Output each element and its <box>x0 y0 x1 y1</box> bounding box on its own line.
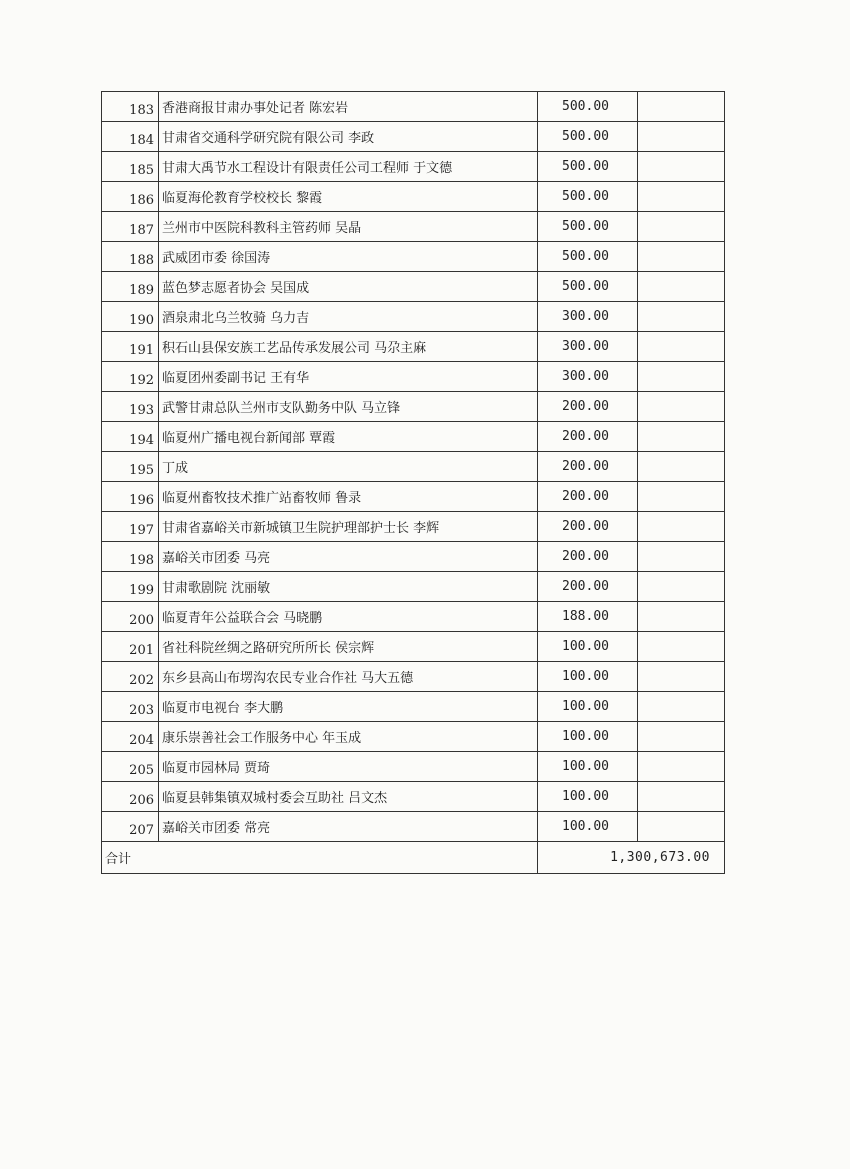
donor-name: 嘉峪关市团委 马亮 <box>159 542 538 572</box>
donation-amount: 300.00 <box>538 332 638 362</box>
donor-name: 临夏团州委副书记 王有华 <box>159 362 538 392</box>
note-cell <box>638 752 725 782</box>
donation-table <box>101 91 725 874</box>
donor-name: 武威团市委 徐国涛 <box>159 242 538 272</box>
row-number: 191 <box>102 332 159 362</box>
donor-name: 临夏海伦教育学校校长 黎霞 <box>159 182 538 212</box>
donation-amount: 100.00 <box>538 812 638 842</box>
table-row <box>102 182 725 212</box>
donation-amount: 500.00 <box>538 92 638 122</box>
row-number: 200 <box>102 602 159 632</box>
row-number: 206 <box>102 782 159 812</box>
donation-amount: 100.00 <box>538 752 638 782</box>
donation-amount: 500.00 <box>538 212 638 242</box>
table-body <box>102 92 725 842</box>
table-row <box>102 662 725 692</box>
table-row <box>102 602 725 632</box>
row-number: 187 <box>102 212 159 242</box>
note-cell <box>638 662 725 692</box>
donor-name: 临夏州畜牧技术推广站畜牧师 鲁录 <box>159 482 538 512</box>
donor-name: 甘肃省嘉峪关市新城镇卫生院护理部护士长 李辉 <box>159 512 538 542</box>
row-number: 183 <box>102 92 159 122</box>
donation-amount: 100.00 <box>538 692 638 722</box>
table-row <box>102 752 725 782</box>
donor-name: 康乐崇善社会工作服务中心 年玉成 <box>159 722 538 752</box>
donor-name: 临夏市园林局 贾琦 <box>159 752 538 782</box>
note-cell <box>638 92 725 122</box>
row-number: 197 <box>102 512 159 542</box>
note-cell <box>638 452 725 482</box>
donation-amount: 188.00 <box>538 602 638 632</box>
row-number: 193 <box>102 392 159 422</box>
row-number: 202 <box>102 662 159 692</box>
note-cell <box>638 572 725 602</box>
donation-amount: 200.00 <box>538 482 638 512</box>
note-cell <box>638 362 725 392</box>
table-row <box>102 542 725 572</box>
table-row <box>102 362 725 392</box>
donation-amount: 200.00 <box>538 572 638 602</box>
note-cell <box>638 782 725 812</box>
note-cell <box>638 692 725 722</box>
donation-amount: 200.00 <box>538 512 638 542</box>
table-row <box>102 272 725 302</box>
donor-name: 香港商报甘肃办事处记者 陈宏岩 <box>159 92 538 122</box>
table-row <box>102 482 725 512</box>
note-cell <box>638 332 725 362</box>
note-cell <box>638 512 725 542</box>
note-cell <box>638 302 725 332</box>
row-number: 186 <box>102 182 159 212</box>
donor-name: 嘉峪关市团委 常亮 <box>159 812 538 842</box>
donor-name: 积石山县保安族工艺品传承发展公司 马尕主麻 <box>159 332 538 362</box>
table-row <box>102 242 725 272</box>
table-row <box>102 722 725 752</box>
donor-name: 甘肃歌剧院 沈丽敏 <box>159 572 538 602</box>
note-cell <box>638 542 725 572</box>
total-amount: 1,300,673.00 <box>538 842 725 874</box>
table-row <box>102 302 725 332</box>
donation-amount: 100.00 <box>538 662 638 692</box>
donation-amount: 200.00 <box>538 422 638 452</box>
row-number: 196 <box>102 482 159 512</box>
table-row <box>102 782 725 812</box>
table-row <box>102 212 725 242</box>
donation-amount: 100.00 <box>538 722 638 752</box>
note-cell <box>638 122 725 152</box>
donor-name: 兰州市中医院科教科主管药师 吴晶 <box>159 212 538 242</box>
donation-amount: 200.00 <box>538 452 638 482</box>
note-cell <box>638 632 725 662</box>
note-cell <box>638 722 725 752</box>
row-number: 198 <box>102 542 159 572</box>
row-number: 192 <box>102 362 159 392</box>
table-row <box>102 692 725 722</box>
note-cell <box>638 422 725 452</box>
donation-amount: 300.00 <box>538 362 638 392</box>
table-row <box>102 92 725 122</box>
table-row <box>102 152 725 182</box>
row-number: 201 <box>102 632 159 662</box>
row-number: 185 <box>102 152 159 182</box>
donor-name: 酒泉肃北乌兰牧骑 乌力吉 <box>159 302 538 332</box>
note-cell <box>638 152 725 182</box>
table-row <box>102 332 725 362</box>
donor-name: 蓝色梦志愿者协会 吴国成 <box>159 272 538 302</box>
row-number: 184 <box>102 122 159 152</box>
donor-name: 临夏市电视台 李大鹏 <box>159 692 538 722</box>
row-number: 195 <box>102 452 159 482</box>
donation-amount: 200.00 <box>538 392 638 422</box>
table-row <box>102 512 725 542</box>
table-row <box>102 572 725 602</box>
donor-name: 省社科院丝绸之路研究所所长 侯宗辉 <box>159 632 538 662</box>
row-number: 205 <box>102 752 159 782</box>
row-number: 204 <box>102 722 159 752</box>
donation-amount: 100.00 <box>538 782 638 812</box>
note-cell <box>638 212 725 242</box>
total-label: 合计 <box>102 842 538 874</box>
donation-amount: 100.00 <box>538 632 638 662</box>
row-number: 190 <box>102 302 159 332</box>
row-number: 203 <box>102 692 159 722</box>
donor-name: 武警甘肃总队兰州市支队勤务中队 马立锋 <box>159 392 538 422</box>
table-row <box>102 122 725 152</box>
donor-name: 丁成 <box>159 452 538 482</box>
note-cell <box>638 602 725 632</box>
table-row <box>102 452 725 482</box>
row-number: 199 <box>102 572 159 602</box>
donation-amount: 500.00 <box>538 122 638 152</box>
row-number: 207 <box>102 812 159 842</box>
donor-name: 甘肃大禹节水工程设计有限责任公司工程师 于文德 <box>159 152 538 182</box>
table-row <box>102 812 725 842</box>
note-cell <box>638 392 725 422</box>
donor-name: 临夏青年公益联合会 马晓鹏 <box>159 602 538 632</box>
note-cell <box>638 272 725 302</box>
row-number: 189 <box>102 272 159 302</box>
donor-name: 东乡县高山布塄沟农民专业合作社 马大五德 <box>159 662 538 692</box>
table-row <box>102 632 725 662</box>
donation-amount: 200.00 <box>538 542 638 572</box>
table-row <box>102 422 725 452</box>
note-cell <box>638 482 725 512</box>
note-cell <box>638 242 725 272</box>
table-row <box>102 392 725 422</box>
donation-amount: 500.00 <box>538 242 638 272</box>
donor-name: 甘肃省交通科学研究院有限公司 李政 <box>159 122 538 152</box>
donation-amount: 500.00 <box>538 182 638 212</box>
total-row <box>102 842 725 874</box>
row-number: 194 <box>102 422 159 452</box>
donor-name: 临夏县韩集镇双城村委会互助社 吕文杰 <box>159 782 538 812</box>
row-number: 188 <box>102 242 159 272</box>
donor-name: 临夏州广播电视台新闻部 覃霞 <box>159 422 538 452</box>
note-cell <box>638 812 725 842</box>
note-cell <box>638 182 725 212</box>
donation-amount: 500.00 <box>538 272 638 302</box>
donation-amount: 500.00 <box>538 152 638 182</box>
donation-amount: 300.00 <box>538 302 638 332</box>
